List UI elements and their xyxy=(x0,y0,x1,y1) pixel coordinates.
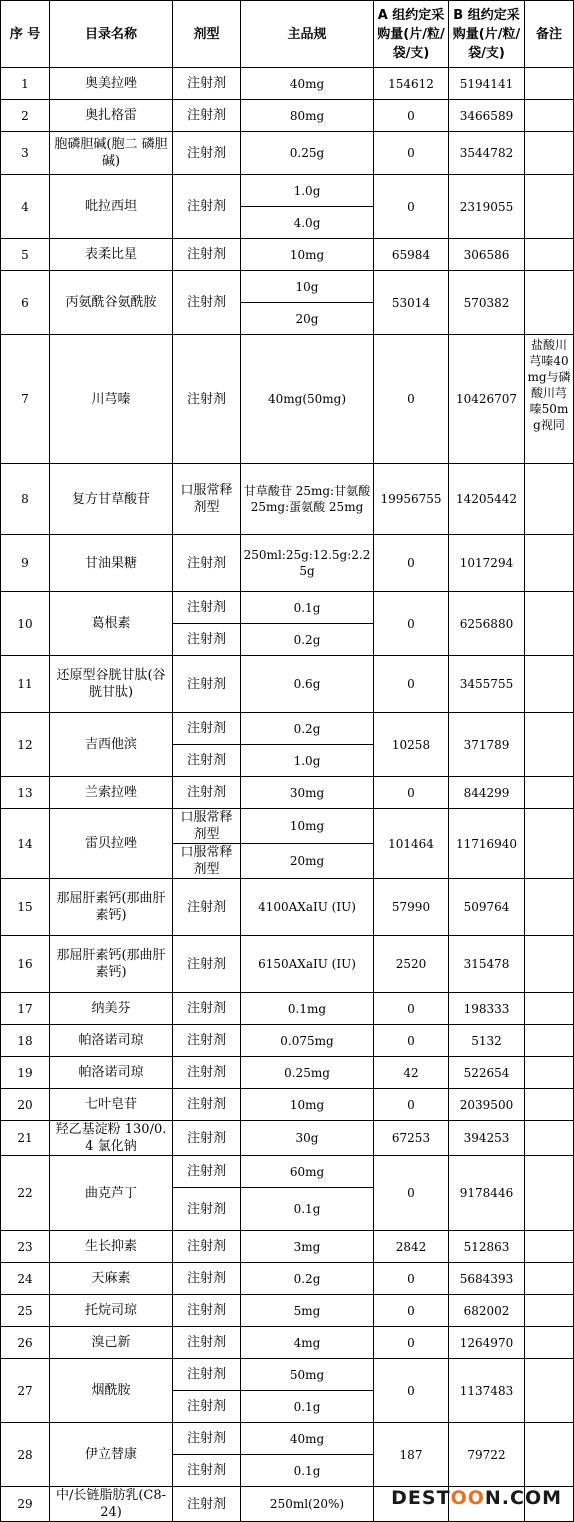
note-cell xyxy=(525,879,574,936)
drug-name: 溴己新 xyxy=(50,1327,173,1359)
group-b-quantity: 306586 xyxy=(449,239,525,271)
note-cell xyxy=(525,713,574,777)
group-b-quantity: 682002 xyxy=(449,1295,525,1327)
note-cell xyxy=(525,535,574,592)
main-spec: 0.1g xyxy=(241,592,374,624)
group-a-quantity: 0 xyxy=(374,592,449,656)
drug-name: 复方甘草酸苷 xyxy=(50,464,173,535)
row-number: 19 xyxy=(1,1057,50,1089)
group-b-quantity: 522654 xyxy=(449,1057,525,1089)
dosage-form: 注射剂 xyxy=(173,1025,241,1057)
table-row xyxy=(1,239,574,271)
table-row xyxy=(1,535,574,592)
main-spec: 30mg xyxy=(241,777,374,809)
group-b-quantity: 1137483 xyxy=(449,1359,525,1423)
dosage-form: 注射剂 xyxy=(173,1423,241,1455)
group-a-quantity: 0 xyxy=(374,175,449,239)
group-a-quantity: 187 xyxy=(374,1423,449,1487)
note-cell xyxy=(525,175,574,239)
main-spec: 0.25g xyxy=(241,132,374,175)
row-number: 25 xyxy=(1,1295,50,1327)
group-a-quantity: 0 xyxy=(374,1089,449,1121)
note-cell xyxy=(525,271,574,335)
table-row xyxy=(1,1231,574,1263)
row-number: 1 xyxy=(1,68,50,100)
group-b-quantity: 5132 xyxy=(449,1025,525,1057)
drug-name: 那屈肝素钙(那曲肝素钙) xyxy=(50,936,173,993)
row-number: 3 xyxy=(1,132,50,175)
header-group-a: A 组约定采购量(片/粒/袋/支) xyxy=(374,1,449,68)
note-cell xyxy=(525,100,574,132)
group-b-quantity: 9178446 xyxy=(449,1156,525,1231)
group-a-quantity: 0 xyxy=(374,1156,449,1231)
main-spec: 甘草酸苷 25mg:甘氨酸 25mg:蛋氨酸 25mg xyxy=(241,464,374,535)
group-a-quantity: 67253 xyxy=(374,1121,449,1156)
group-a-quantity: 0 xyxy=(374,335,449,464)
note-cell xyxy=(525,993,574,1025)
note-cell xyxy=(525,1263,574,1295)
main-spec: 20mg xyxy=(241,844,374,879)
dosage-form: 注射剂 xyxy=(173,175,241,239)
main-spec: 5mg xyxy=(241,1295,374,1327)
main-spec: 0.1mg xyxy=(241,993,374,1025)
dosage-form: 注射剂 xyxy=(173,1263,241,1295)
note-cell xyxy=(525,1359,574,1423)
row-number: 6 xyxy=(1,271,50,335)
main-spec: 10mg xyxy=(241,809,374,844)
group-a-quantity: 65984 xyxy=(374,239,449,271)
dosage-form: 注射剂 xyxy=(173,535,241,592)
note-cell xyxy=(525,809,574,879)
group-b-quantity: 394253 xyxy=(449,1121,525,1156)
dosage-form: 注射剂 xyxy=(173,1089,241,1121)
drug-name: 中/长链脂肪乳(C8-24) xyxy=(50,1487,173,1522)
table-row xyxy=(1,777,574,809)
dosage-form: 注射剂 xyxy=(173,936,241,993)
main-spec: 0.2g xyxy=(241,1263,374,1295)
dosage-form: 口服常释剂型 xyxy=(173,809,241,844)
row-number: 29 xyxy=(1,1487,50,1522)
table-row xyxy=(1,1057,574,1089)
dosage-form: 注射剂 xyxy=(173,132,241,175)
dosage-form: 注射剂 xyxy=(173,1359,241,1391)
group-a-quantity: 0 xyxy=(374,656,449,713)
main-spec: 10g xyxy=(241,271,374,303)
main-spec: 10mg xyxy=(241,1089,374,1121)
drug-name: 吡拉西坦 xyxy=(50,175,173,239)
main-spec: 250ml(20%) xyxy=(241,1487,374,1522)
note-cell xyxy=(525,592,574,656)
dosage-form: 注射剂 xyxy=(173,1057,241,1089)
row-number: 15 xyxy=(1,879,50,936)
group-b-quantity: 844299 xyxy=(449,777,525,809)
dosage-form: 注射剂 xyxy=(173,777,241,809)
group-b-quantity: 11716940 xyxy=(449,809,525,879)
group-b-quantity: 14205442 xyxy=(449,464,525,535)
row-number: 2 xyxy=(1,100,50,132)
drug-name: 帕洛诺司琼 xyxy=(50,1025,173,1057)
note-cell xyxy=(525,1057,574,1089)
group-b-quantity: 3455755 xyxy=(449,656,525,713)
group-b-quantity: 6256880 xyxy=(449,592,525,656)
note-cell xyxy=(525,1231,574,1263)
group-a-quantity: 0 xyxy=(374,1295,449,1327)
table-row xyxy=(1,1121,574,1156)
note-cell xyxy=(525,1327,574,1359)
drug-name: 兰索拉唑 xyxy=(50,777,173,809)
table-row xyxy=(1,879,574,936)
note-cell xyxy=(525,464,574,535)
header-row xyxy=(1,1,574,68)
row-number: 14 xyxy=(1,809,50,879)
group-a-quantity: 154612 xyxy=(374,68,449,100)
row-number: 21 xyxy=(1,1121,50,1156)
main-spec: 0.1g xyxy=(241,1391,374,1423)
drug-name: 奥美拉唑 xyxy=(50,68,173,100)
site-watermark: DESTOON.COM xyxy=(391,1487,562,1509)
note-cell xyxy=(525,1295,574,1327)
drug-name: 天麻素 xyxy=(50,1263,173,1295)
table-row xyxy=(1,464,574,535)
row-number: 18 xyxy=(1,1025,50,1057)
table-row xyxy=(1,1089,574,1121)
main-spec: 30g xyxy=(241,1121,374,1156)
group-b-quantity: 509764 xyxy=(449,879,525,936)
group-a-quantity: 10258 xyxy=(374,713,449,777)
row-number: 5 xyxy=(1,239,50,271)
dosage-form: 注射剂 xyxy=(173,1121,241,1156)
drug-name: 表柔比星 xyxy=(50,239,173,271)
dosage-form: 注射剂 xyxy=(173,1188,241,1231)
header-name: 目录名称 xyxy=(50,1,173,68)
table-row xyxy=(1,936,574,993)
main-spec: 0.2g xyxy=(241,713,374,745)
drug-name: 曲克芦丁 xyxy=(50,1156,173,1231)
header-spec: 主品规 xyxy=(241,1,374,68)
main-spec: 0.075mg xyxy=(241,1025,374,1057)
row-number: 11 xyxy=(1,656,50,713)
dosage-form: 注射剂 xyxy=(173,1327,241,1359)
dosage-form: 注射剂 xyxy=(173,1231,241,1263)
drug-name: 葛根素 xyxy=(50,592,173,656)
group-a-quantity: 0 xyxy=(374,993,449,1025)
dosage-form: 注射剂 xyxy=(173,713,241,745)
row-number: 12 xyxy=(1,713,50,777)
drug-name: 雷贝拉唑 xyxy=(50,809,173,879)
note-cell xyxy=(525,1089,574,1121)
group-b-quantity: 1264970 xyxy=(449,1327,525,1359)
dosage-form: 注射剂 xyxy=(173,239,241,271)
table-row xyxy=(1,1156,574,1188)
drug-name: 甘油果糖 xyxy=(50,535,173,592)
drug-name: 烟酰胺 xyxy=(50,1359,173,1423)
group-a-quantity: 0 xyxy=(374,1359,449,1423)
row-number: 9 xyxy=(1,535,50,592)
dosage-form: 注射剂 xyxy=(173,100,241,132)
dosage-form: 注射剂 xyxy=(173,656,241,713)
drug-name: 川芎嗪 xyxy=(50,335,173,464)
dosage-form: 口服常释剂型 xyxy=(173,464,241,535)
table-row xyxy=(1,1423,574,1455)
group-b-quantity: 5194141 xyxy=(449,68,525,100)
group-a-quantity: 0 xyxy=(374,132,449,175)
main-spec: 80mg xyxy=(241,100,374,132)
table-row xyxy=(1,592,574,624)
drug-name: 吉西他滨 xyxy=(50,713,173,777)
dosage-form: 注射剂 xyxy=(173,1391,241,1423)
table-row xyxy=(1,713,574,745)
group-a-quantity: 101464 xyxy=(374,809,449,879)
drug-name: 伊立替康 xyxy=(50,1423,173,1487)
row-number: 23 xyxy=(1,1231,50,1263)
note-cell: 盐酸川芎嗪40mg与磷酸川芎嗪50mg视同 xyxy=(525,335,574,464)
table-body xyxy=(1,68,574,1522)
dosage-form: 注射剂 xyxy=(173,993,241,1025)
drug-name: 丙氨酰谷氨酰胺 xyxy=(50,271,173,335)
group-a-quantity: 0 xyxy=(374,1025,449,1057)
row-number: 7 xyxy=(1,335,50,464)
drug-name: 托烷司琼 xyxy=(50,1295,173,1327)
dosage-form: 注射剂 xyxy=(173,68,241,100)
group-a-quantity: 53014 xyxy=(374,271,449,335)
note-cell xyxy=(525,1121,574,1156)
table-row xyxy=(1,175,574,207)
note-cell xyxy=(525,1025,574,1057)
table-row xyxy=(1,68,574,100)
group-a-quantity: 0 xyxy=(374,100,449,132)
group-a-quantity: 0 xyxy=(374,535,449,592)
dosage-form: 注射剂 xyxy=(173,745,241,777)
group-a-quantity: 0 xyxy=(374,777,449,809)
dosage-form: 注射剂 xyxy=(173,335,241,464)
main-spec: 40mg(50mg) xyxy=(241,335,374,464)
dosage-form: 口服常释剂型 xyxy=(173,844,241,879)
row-number: 22 xyxy=(1,1156,50,1231)
group-b-quantity: 512863 xyxy=(449,1231,525,1263)
main-spec: 1.0g xyxy=(241,745,374,777)
group-b-quantity: 3544782 xyxy=(449,132,525,175)
drug-name: 生长抑素 xyxy=(50,1231,173,1263)
table-row xyxy=(1,1295,574,1327)
table-row xyxy=(1,132,574,175)
row-number: 20 xyxy=(1,1089,50,1121)
dosage-form: 注射剂 xyxy=(173,592,241,624)
main-spec: 250ml:25g:12.5g:2.25g xyxy=(241,535,374,592)
group-a-quantity: 42 xyxy=(374,1057,449,1089)
note-cell xyxy=(525,132,574,175)
group-b-quantity: 1017294 xyxy=(449,535,525,592)
row-number: 26 xyxy=(1,1327,50,1359)
table-row xyxy=(1,1025,574,1057)
note-cell xyxy=(525,239,574,271)
drug-name: 胞磷胆碱(胞二 磷胆碱) xyxy=(50,132,173,175)
main-spec: 40mg xyxy=(241,1423,374,1455)
main-spec: 0.1g xyxy=(241,1455,374,1487)
group-a-quantity: 2842 xyxy=(374,1231,449,1263)
drug-name: 纳美芬 xyxy=(50,993,173,1025)
note-cell xyxy=(525,1423,574,1487)
note-cell xyxy=(525,777,574,809)
main-spec: 40mg xyxy=(241,68,374,100)
table-row xyxy=(1,656,574,713)
main-spec: 4.0g xyxy=(241,207,374,239)
main-spec: 60mg xyxy=(241,1156,374,1188)
table-row xyxy=(1,335,574,464)
main-spec: 10mg xyxy=(241,239,374,271)
group-b-quantity: 79722 xyxy=(449,1423,525,1487)
row-number: 27 xyxy=(1,1359,50,1423)
main-spec: 4mg xyxy=(241,1327,374,1359)
group-b-quantity: 371789 xyxy=(449,713,525,777)
row-number: 16 xyxy=(1,936,50,993)
main-spec: 4100AXaIU (IU) xyxy=(241,879,374,936)
group-b-quantity: 315478 xyxy=(449,936,525,993)
table-row xyxy=(1,1327,574,1359)
main-spec: 0.6g xyxy=(241,656,374,713)
note-cell xyxy=(525,1156,574,1231)
group-a-quantity: 0 xyxy=(374,1327,449,1359)
dosage-form: 注射剂 xyxy=(173,1487,241,1522)
group-b-quantity: 5684393 xyxy=(449,1263,525,1295)
drug-name: 那屈肝素钙(那曲肝素钙) xyxy=(50,879,173,936)
main-spec: 1.0g xyxy=(241,175,374,207)
table-row xyxy=(1,100,574,132)
group-b-quantity: 2319055 xyxy=(449,175,525,239)
main-spec: 3mg xyxy=(241,1231,374,1263)
table-row xyxy=(1,271,574,303)
dosage-form: 注射剂 xyxy=(173,1295,241,1327)
drug-name: 还原型谷胱甘肽(谷胱甘肽) xyxy=(50,656,173,713)
header-form: 剂型 xyxy=(173,1,241,68)
row-number: 13 xyxy=(1,777,50,809)
main-spec: 0.2g xyxy=(241,624,374,656)
header-no: 序 号 xyxy=(1,1,50,68)
row-number: 28 xyxy=(1,1423,50,1487)
dosage-form: 注射剂 xyxy=(173,1156,241,1188)
row-number: 24 xyxy=(1,1263,50,1295)
group-b-quantity: 3466589 xyxy=(449,100,525,132)
group-b-quantity: 570382 xyxy=(449,271,525,335)
note-cell xyxy=(525,656,574,713)
main-spec: 0.25mg xyxy=(241,1057,374,1089)
group-a-quantity: 57990 xyxy=(374,879,449,936)
group-a-quantity: 19956755 xyxy=(374,464,449,535)
note-cell xyxy=(525,936,574,993)
drug-name: 奥扎格雷 xyxy=(50,100,173,132)
group-b-quantity: 2039500 xyxy=(449,1089,525,1121)
note-cell xyxy=(525,68,574,100)
group-b-quantity: 198333 xyxy=(449,993,525,1025)
dosage-form: 注射剂 xyxy=(173,879,241,936)
drug-name: 帕洛诺司琼 xyxy=(50,1057,173,1089)
group-b-quantity: 10426707 xyxy=(449,335,525,464)
group-a-quantity: 2520 xyxy=(374,936,449,993)
header-group-b: B 组约定采购量(片/粒/袋/支) xyxy=(449,1,525,68)
dosage-form: 注射剂 xyxy=(173,624,241,656)
table-row xyxy=(1,1263,574,1295)
row-number: 10 xyxy=(1,592,50,656)
row-number: 8 xyxy=(1,464,50,535)
main-spec: 20g xyxy=(241,303,374,335)
drug-name: 羟乙基淀粉 130/0.4 氯化钠 xyxy=(50,1121,173,1156)
table-row xyxy=(1,1359,574,1391)
header-note: 备注 xyxy=(525,1,574,68)
table-row xyxy=(1,993,574,1025)
dosage-form: 注射剂 xyxy=(173,271,241,335)
table-row xyxy=(1,809,574,844)
drug-name: 七叶皂苷 xyxy=(50,1089,173,1121)
main-spec: 50mg xyxy=(241,1359,374,1391)
row-number: 17 xyxy=(1,993,50,1025)
main-spec: 6150AXaIU (IU) xyxy=(241,936,374,993)
dosage-form: 注射剂 xyxy=(173,1455,241,1487)
group-a-quantity: 0 xyxy=(374,1263,449,1295)
main-spec: 0.1g xyxy=(241,1188,374,1231)
row-number: 4 xyxy=(1,175,50,239)
